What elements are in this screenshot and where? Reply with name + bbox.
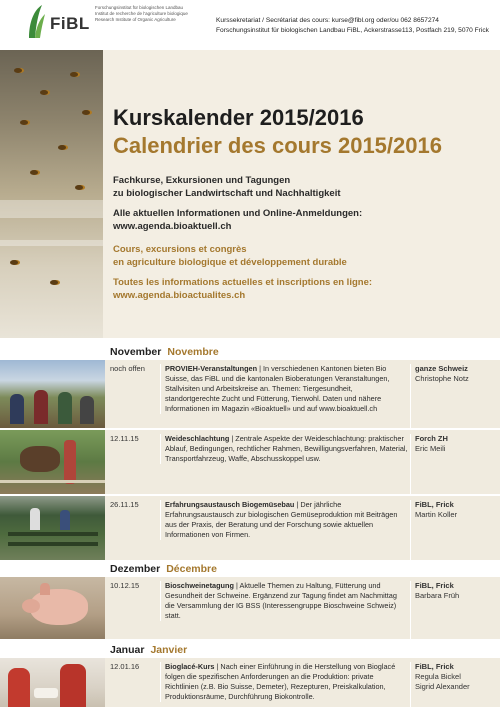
course-row[interactable] <box>0 430 500 494</box>
month-label-de: Dezember <box>110 563 161 575</box>
page-title-de: Kurskalender 2015/2016 <box>113 105 364 130</box>
hero-banner <box>0 50 500 338</box>
month-header-january <box>110 644 187 656</box>
course-contact: Sigrid Alexander <box>415 682 470 691</box>
subtitle-de-2: zu biologischer Landwirtschaft und Nachhaltigkeit <box>113 188 341 199</box>
course-date: noch offen <box>110 364 145 373</box>
subtitle-fr-1: Cours, excursions et congrès <box>113 244 247 255</box>
subtitle-fr-2: en agriculture biologique et développement durable <box>113 257 347 268</box>
page-header <box>0 0 500 50</box>
institute-line-fr: Institut de recherche de l'agriculture biologique <box>95 11 188 16</box>
month-label-fr: Janvier <box>150 644 188 656</box>
course-text: Aktuelle Themen zu Haltung, Fütterung und Gesundheit der Schweine. Ergänzend zur Tagung findet am Nachmittag die Versammlung der IG BSS (Interessengruppe Bioschweine Schweiz) statt. <box>165 581 397 620</box>
beehive-photo <box>0 50 103 338</box>
subtitle-de-1: Fachkurse, Exkursionen und Tagungen <box>113 175 291 186</box>
page-title-fr: Calendrier des cours 2015/2016 <box>113 133 442 158</box>
course-contact: Eric Meili <box>415 444 446 453</box>
course-date: 12.01.16 <box>110 662 140 671</box>
month-label-fr: Novembre <box>167 346 219 358</box>
course-title: Weideschlachtung <box>165 434 230 443</box>
course-description: Weideschlachtung | Zentrale Aspekte der Weideschlachtung: praktischer Ablauf, Bedingungen, rechtlicher Rahmen, Bewilligungsverfahren, Material, Transportfahrzeug, Waffe, Abschusskoppel usw. <box>160 434 408 464</box>
course-description: Erfahrungsaustausch Biogemüsebau | Der jährliche Erfahrungsaustausch zur biologischen Gemüseproduktion mit Beiträgen aus der Praxis, der Beratung und der Forschung sowie aktuellen Informationen von Firmen. <box>160 500 408 540</box>
fibl-leaf-logo-icon <box>26 4 46 40</box>
info-fr-link[interactable]: www.agenda.bioactualites.ch <box>113 290 246 301</box>
course-description: Bioglacé-Kurs | Nach einer Einführung in die Herstellung von Bioglacé folgen die spezifischen Anforderungen an die Produktion: private Richtlinien (z.B. Bio Suisse, Demeter), Rezepturen, Preiskalkulation, Produktionsräume, Durchführung Biokontrolle. <box>160 662 408 702</box>
course-date: 12.11.15 <box>110 434 139 443</box>
info-de-1: Alle aktuellen Informationen und Online-Anmeldungen: <box>113 208 363 219</box>
course-location: Forch ZH <box>415 434 448 443</box>
course-location-contact <box>410 581 500 639</box>
month-header-november <box>110 346 219 358</box>
course-location: FiBL, Frick <box>415 581 454 590</box>
info-de-link[interactable]: www.agenda.bioaktuell.ch <box>113 221 232 232</box>
course-location-contact <box>410 500 500 560</box>
course-location-contact <box>410 662 500 707</box>
course-row[interactable] <box>0 496 500 560</box>
institute-line-en: Research Institute of Organic Agriculture <box>95 17 176 22</box>
course-location: FiBL, Frick <box>415 662 454 671</box>
course-location-contact <box>410 434 500 494</box>
course-date: 10.12.15 <box>110 581 140 590</box>
course-contact: Barbara Früh <box>415 591 460 600</box>
info-fr-1: Toutes les informations actuelles et inscriptions en ligne: <box>113 277 373 288</box>
cattle-slaughter-photo <box>0 430 105 494</box>
hero-text-block <box>113 104 493 302</box>
course-text: Zentrale Aspekte der Weideschlachtung: praktischer Ablauf, Bedingungen, rechtlicher Rahmen, Bewilligungsverfahren, Material, Transportfahrzeug, Waffe, Abschusskoppel usw. <box>165 434 408 463</box>
contact-info <box>216 16 500 36</box>
course-title: Bioglacé-Kurs <box>165 662 215 671</box>
course-text: In verschiedenen Kantonen bieten Bio Suisse, das FiBL und die kantonalen Bioberatungen Veranstaltungen, Stallvisiten und Arbeitskreise an. Themen: Tiergesundheit, standortgerechte Zucht und Fütterung, Tierwohl. Daten und nähere Informationen im Magazin «Bioaktuell» und auf www.bioaktuell.ch <box>165 364 390 413</box>
month-header-december <box>110 563 217 575</box>
month-label-de: November <box>110 346 162 358</box>
course-title: Erfahrungsaustausch Biogemüsebau <box>165 500 295 509</box>
course-title: Bioschweinetagung <box>165 581 234 590</box>
fibl-logo-text: FiBL <box>50 14 90 33</box>
course-location: ganze Schweiz <box>415 364 468 373</box>
course-row[interactable] <box>0 658 500 707</box>
month-label-fr: Décembre <box>166 563 217 575</box>
month-label-de: Januar <box>110 644 145 656</box>
contact-line-email: Kurssekretariat / Secrétariat des cours: kurse@fibl.org oder/ou 062 8657274 <box>216 17 439 24</box>
course-description: Bioschweinetagung | Aktuelle Themen zu Haltung, Fütterung und Gesundheit der Schweine. Ergänzend zur Tagung findet am Nachmittag die Versammlung der IG BSS (Interessengruppe Bioschweine Schweiz) statt. <box>160 581 408 621</box>
pig-photo <box>0 577 105 639</box>
contact-line-address: Forschungsinstitut für biologischen Landbau FiBL, Ackerstrasse113, Postfach 219, 5070 Frick <box>216 27 489 34</box>
course-date: 26.11.15 <box>110 500 139 509</box>
course-title: PROVIEH-Veranstaltungen <box>165 364 258 373</box>
ice-cream-production-photo <box>0 658 105 707</box>
course-contact: Regula Bickel <box>415 672 461 681</box>
institute-line-de: Forschungsinstitut für biologischen Landbau <box>95 5 184 10</box>
course-row[interactable] <box>0 577 500 639</box>
course-location: FiBL, Frick <box>415 500 454 509</box>
course-description: PROVIEH-Veranstaltungen | In verschiedenen Kantonen bieten Bio Suisse, das FiBL und die kantonalen Bioberatungen Veranstaltungen, Stallvisiten und Arbeitskreise an. Themen: Tiergesundheit, standortgerechte Zucht und Fütterung, Tierwohl. Daten und nähere Informationen im Magazin «Bioaktuell» und auf www.bioaktuell.ch <box>160 364 408 414</box>
course-contact: Martin Koller <box>415 510 458 519</box>
course-row[interactable] <box>0 360 500 428</box>
course-text: Der jährliche Erfahrungsaustausch zur biologischen Gemüseproduktion mit Beiträgen aus der Praxis, der Beratung und der Forschung sowie aktuellen Informationen von Firmen. <box>165 500 398 539</box>
meeting-outdoor-photo <box>0 360 105 428</box>
vegetable-field-photo <box>0 496 105 560</box>
course-contact: Christophe Notz <box>415 374 469 383</box>
course-location-contact <box>410 364 500 428</box>
course-text: Nach einer Einführung in die Herstellung von Bioglacé folgen die spezifischen Anforderungen an die Produktion: private Richtlinien (z.B. Bio Suisse, Demeter), Rezepturen, Preiskalkulation, Produktionsräume, Durchführung Biokontrolle. <box>165 662 396 701</box>
institute-names <box>95 5 205 23</box>
